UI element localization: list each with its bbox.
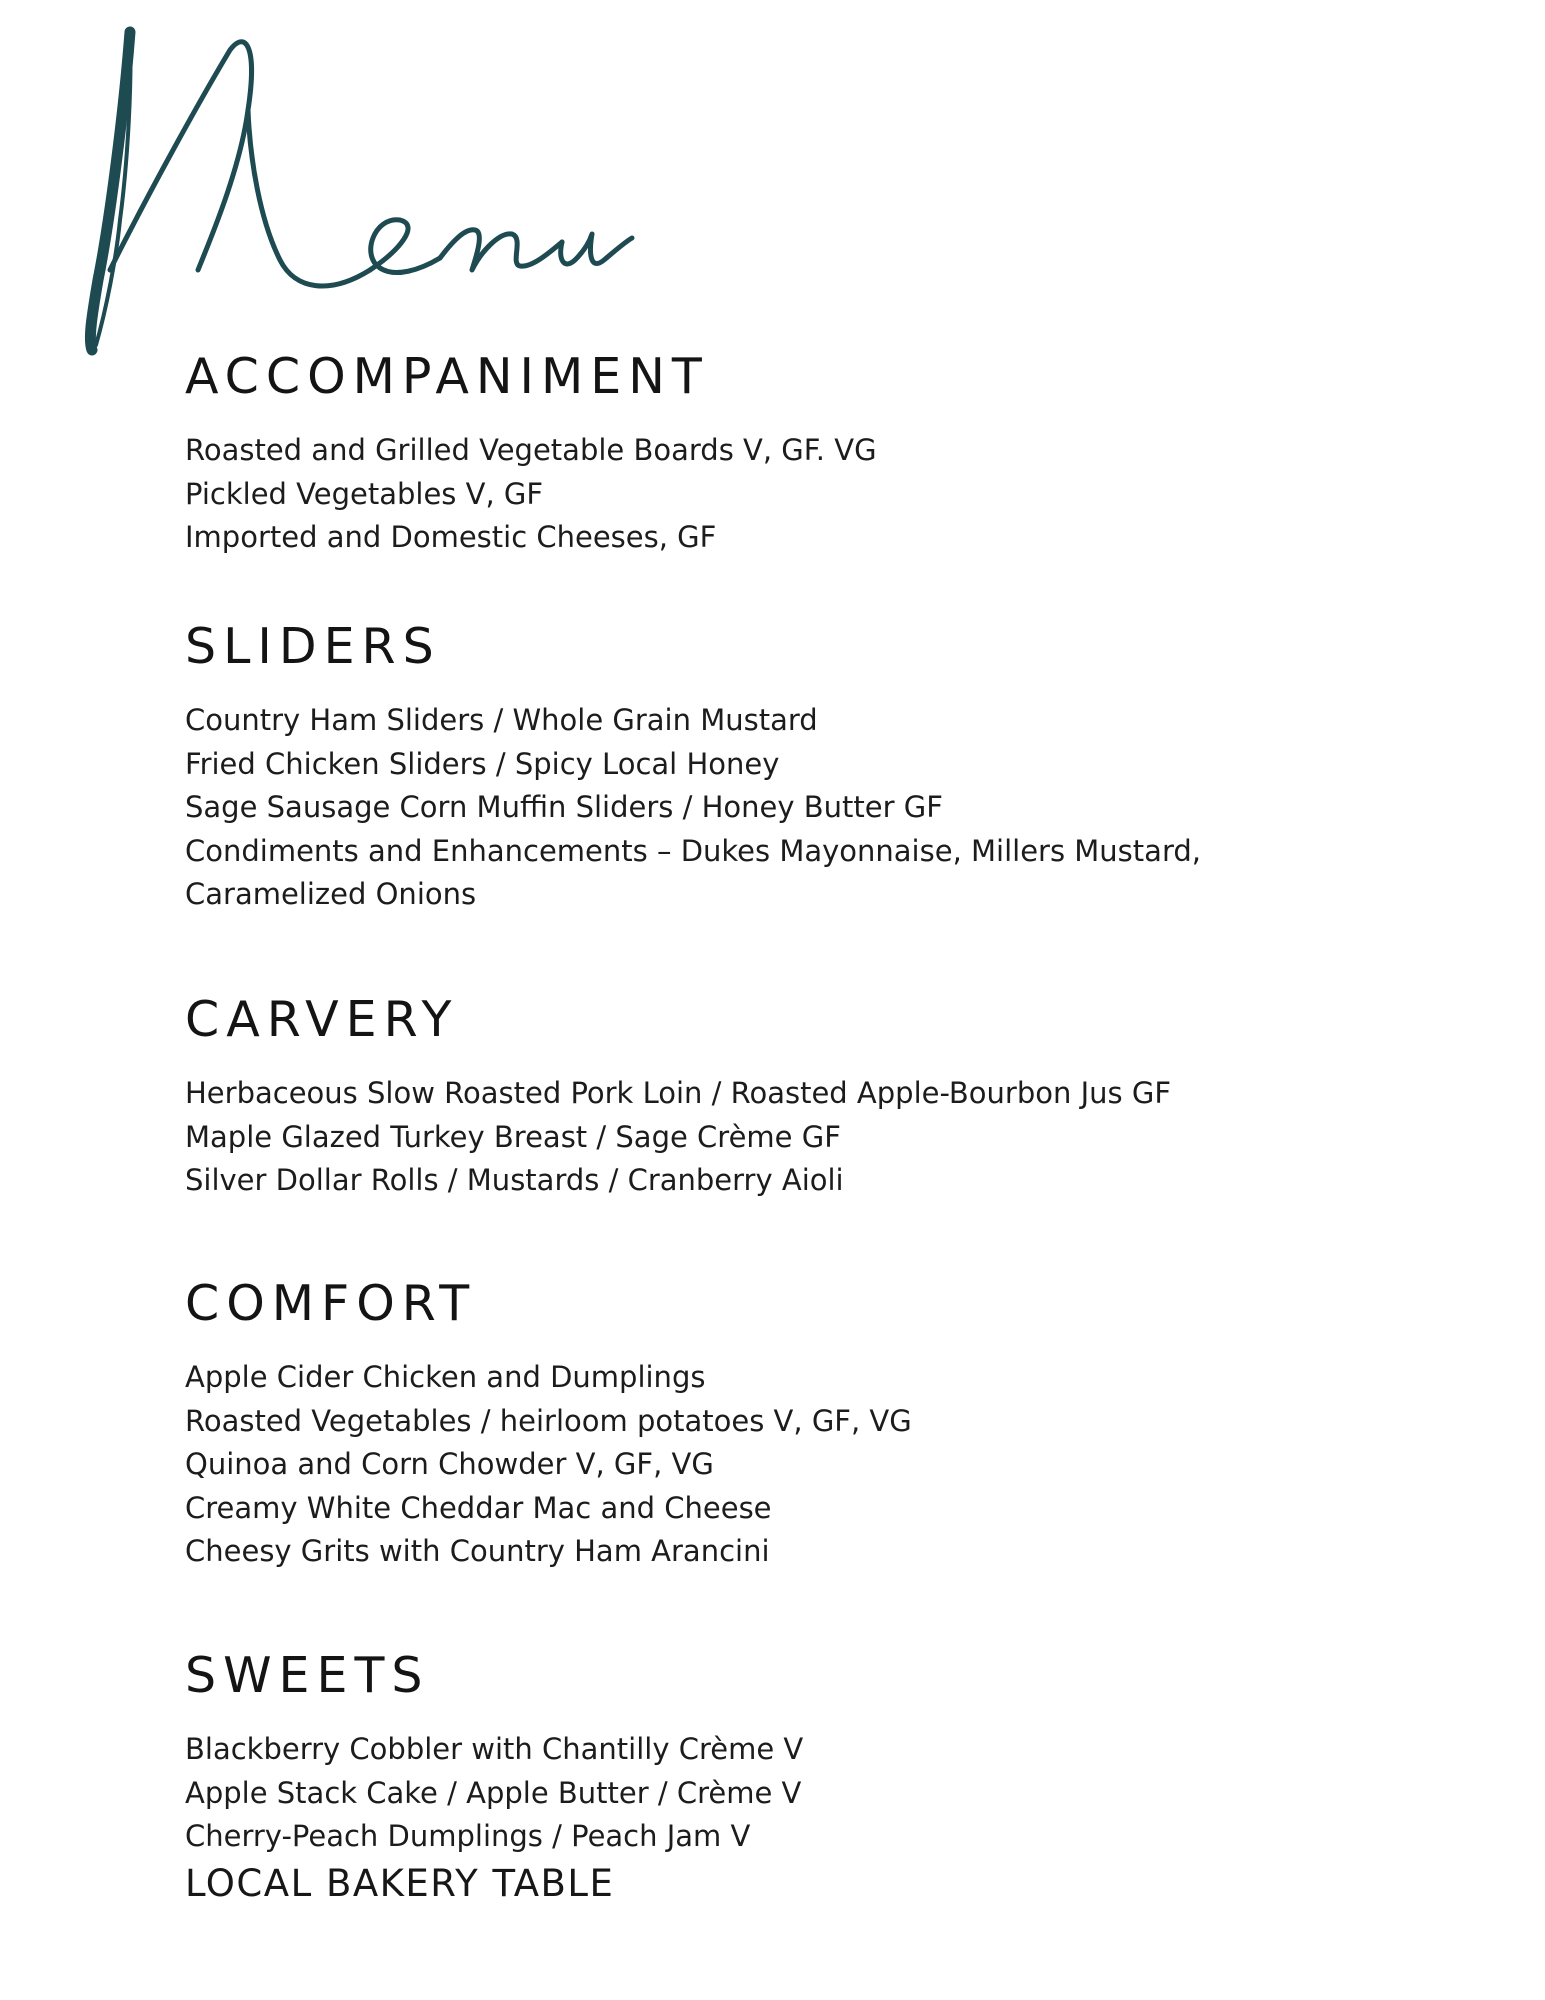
menu-item: Imported and Domestic Cheeses, GF [185,520,717,554]
item-list [185,1728,803,1909]
menu-item: Cheesy Grits with Country Ham Arancini [185,1534,770,1568]
section-heading: COMFORT [185,1275,477,1332]
section-heading: CARVERY [185,991,459,1048]
section-carvery [185,991,1171,1203]
menu-item: Roasted and Grilled Vegetable Boards V, GF. VG [185,433,877,467]
section-heading: SWEETS [185,1647,430,1704]
menu-item: Apple Stack Cake / Apple Butter / Crème V [185,1775,802,1810]
menu-item: Creamy White Cheddar Mac and Cheese [185,1490,772,1525]
menu-item: Blackberry Cobbler with Chantilly Crème V [185,1732,804,1766]
item-list [185,1356,912,1574]
menu-item: Fried Chicken Sliders / Spicy Local Honey [185,746,780,781]
item-list [185,429,877,560]
section-sweets [185,1647,804,1909]
menu-item: Pickled Vegetables V, GF [185,476,544,511]
menu-script-title [80,20,640,365]
bakery-table-label: LOCAL BAKERY TABLE [185,1861,615,1905]
menu-item: Cherry-Peach Dumplings / Peach Jam V [185,1819,751,1853]
menu-item: Apple Cider Chicken and Dumplings [185,1360,706,1394]
section-comfort [185,1275,912,1574]
item-list [185,699,1365,917]
section-sliders [185,618,1365,917]
menu-item: Quinoa and Corn Chowder V, GF, VG [185,1447,714,1481]
section-heading: ACCOMPANIMENT [185,348,709,405]
menu-item: Roasted Vegetables / heirloom potatoes V, GF, VG [185,1403,912,1438]
script-lettering-graphic [80,20,640,365]
menu-item: Herbaceous Slow Roasted Pork Loin / Roasted Apple-Bourbon Jus GF [185,1076,1171,1110]
item-list [185,1072,1171,1203]
section-accompaniment [185,348,877,560]
menu-item: Maple Glazed Turkey Breast / Sage Crème GF [185,1119,841,1154]
menu-item: Sage Sausage Corn Muffin Sliders / Honey Butter GF [185,790,943,824]
menu-item: Country Ham Sliders / Whole Grain Mustard [185,703,818,737]
section-heading: SLIDERS [185,618,441,675]
menu-item: Condiments and Enhancements – Dukes Mayonnaise, Millers Mustard, Caramelized Onions [185,833,1201,911]
menu-item: Silver Dollar Rolls / Mustards / Cranberry Aioli [185,1163,844,1197]
